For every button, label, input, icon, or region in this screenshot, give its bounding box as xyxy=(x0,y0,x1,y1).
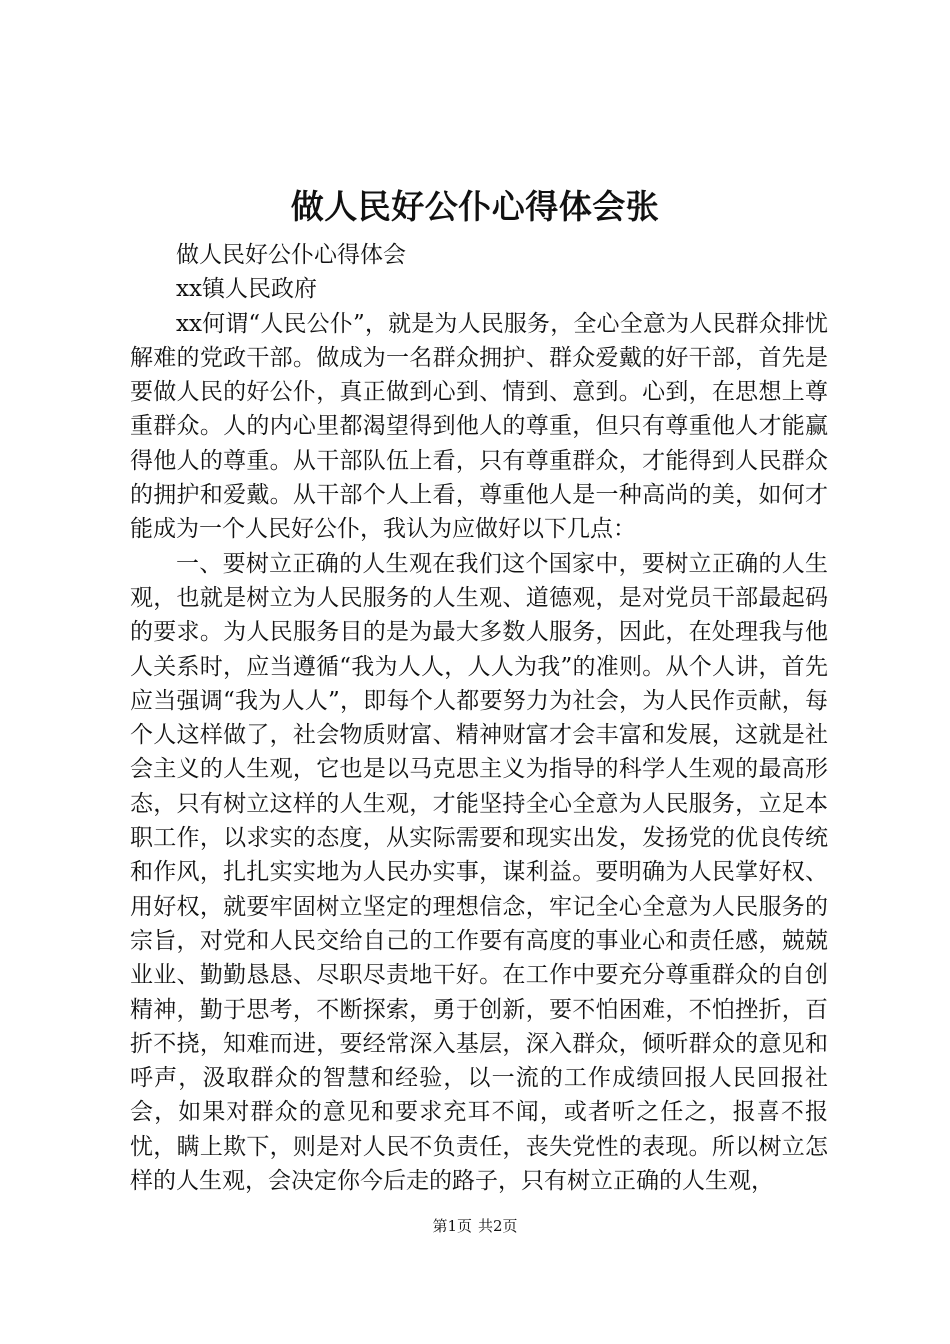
organization-paragraph: xx镇人民政府 xyxy=(176,276,317,303)
document-body xyxy=(130,238,828,1198)
intro-paragraph: xx何谓“人民公仆”，就是为人民服务，全心全意为人民群众排忧解难的党政干部。做成为一名群众拥护、群众爱戴的好干部，首先是要做人民的好公仆，真正做到心到、情到、意到。心到，在思想上尊重群众。人的内心里都渴望得到他人的尊重，但只有尊重他人才能赢得他人的尊重。从干部队伍上看，只有尊重群众，才能得到人民群众的拥护和爱戴。从干部个人上看，尊重他人是一种高尚的美，如何才能成为一个人民好公仆，我认为应做好以下几点： xyxy=(130,310,828,543)
page-number: 第1页 xyxy=(432,1217,472,1235)
section-one-paragraph: 一、要树立正确的人生观在我们这个国家中，要树立正确的人生观，也就是树立为人民服务的人生观、道德观，是对党员干部最起码的要求。为人民服务目的是为最大多数人服务，因此，在处理我与他人关系时，应当遵循“我为人人，人人为我”的准则。从个人讲，首先应当强调“我为人人”，即每个人都要努力为社会，为人民作贡献，每个人这样做了，社会物质财富、精神财富才会丰富和发展，这就是社会主义的人生观，它也是以马克思主义为指导的科学人生观的最高形态，只有树立这样的人生观，才能坚持全心全意为人民服务，立足本职工作，以求实的态度，从实际需要和现实出发，发扬党的优良传统和作风，扎扎实实地为人民办实事，谋利益。要明确为人民掌好权、用好权，就要牢固树立坚定的理想信念，牢记全心全意为人民服务的宗旨，对党和人民交给自己的工作要有高度的事业心和责任感，兢兢业业、勤勤恳恳、尽职尽责地干好。在工作中要充分尊重群众的自创精神，勤于思考，不断探索，勇于创新，要不怕困难，不怕挫折，百折不挠，知难而进，要经常深入基层，深入群众，倾听群众的意见和呼声，汲取群众的智慧和经验，以一流的工作成绩回报人民回报社会，如果对群众的意见和要求充耳不闻，或者听之任之，报喜不报忧，瞒上欺下，则是对人民不负责任，丧失党性的表现。所以树立怎样的人生观，会决定你今后走的路子，只有树立正确的人生观， xyxy=(130,550,828,1195)
page-footer xyxy=(0,1215,950,1237)
page-total: 共2页 xyxy=(478,1217,518,1235)
subtitle-paragraph: 做人民好公仆心得体会 xyxy=(176,242,406,268)
document-title: 做人民好公仆心得体会张 xyxy=(290,187,660,226)
